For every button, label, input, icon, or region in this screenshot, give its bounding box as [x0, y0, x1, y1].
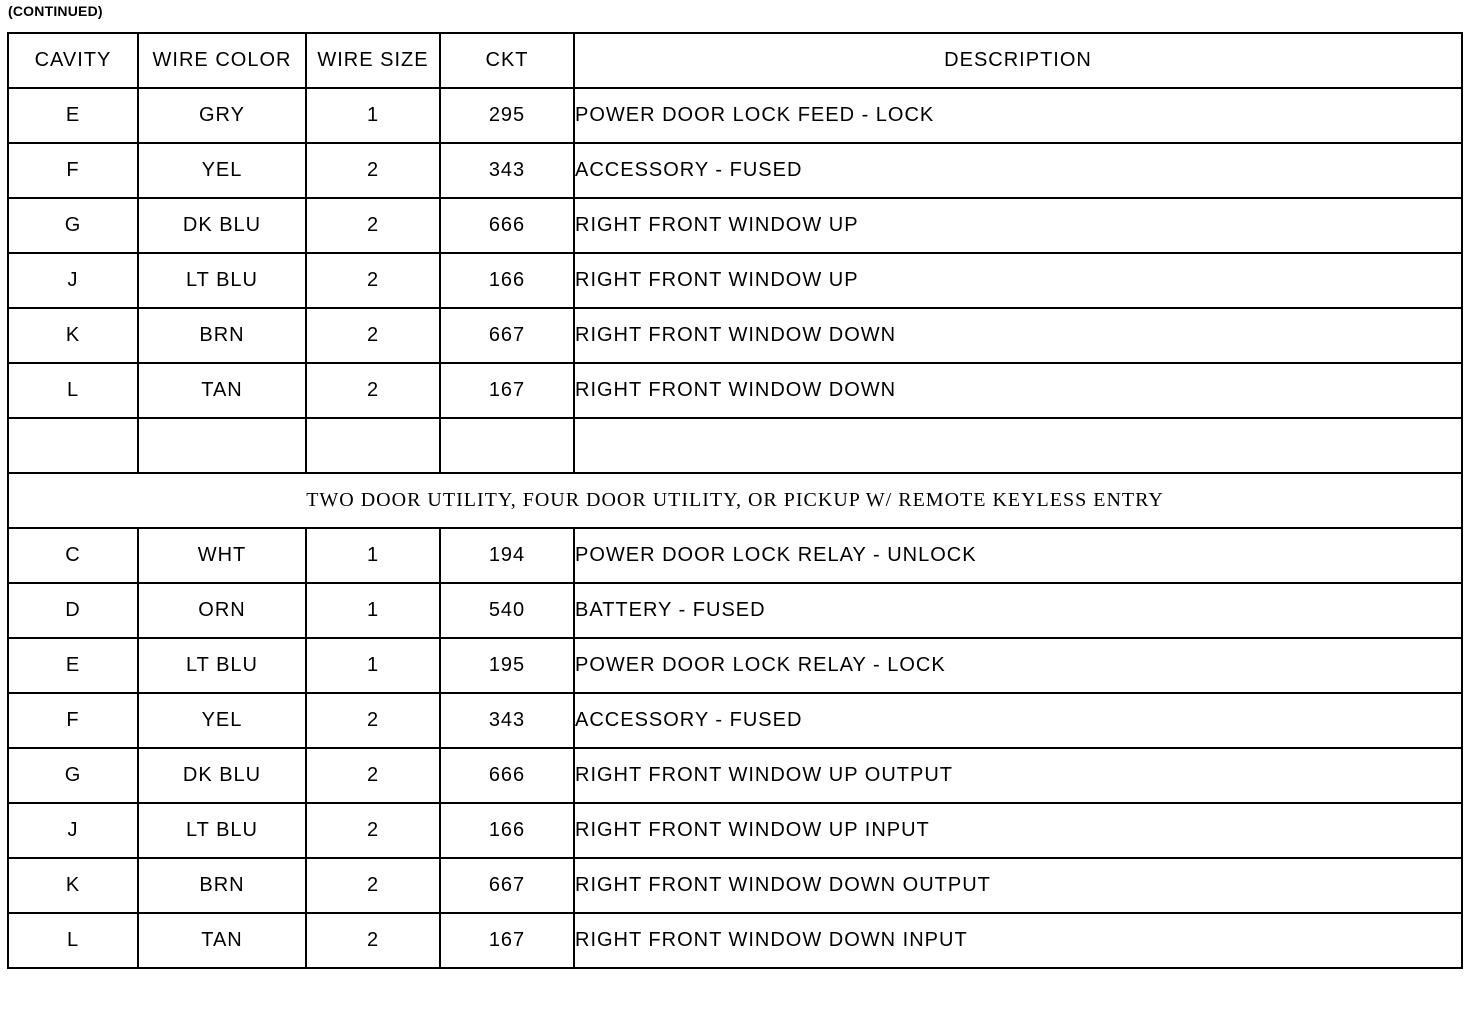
- wire-color-cell: YEL: [138, 143, 306, 198]
- empty-cell: [306, 418, 440, 473]
- description-cell: RIGHT FRONT WINDOW UP INPUT: [574, 803, 1462, 858]
- cavity-cell: G: [8, 748, 138, 803]
- wire-size-cell: 2: [306, 198, 440, 253]
- ckt-cell: 167: [440, 363, 574, 418]
- ckt-cell: 540: [440, 583, 574, 638]
- wire-color-cell: ORN: [138, 583, 306, 638]
- column-header-cavity: CAVITY: [8, 33, 138, 88]
- table-row: [8, 143, 1462, 198]
- description-cell: RIGHT FRONT WINDOW DOWN: [574, 308, 1462, 363]
- cavity-cell: E: [8, 88, 138, 143]
- description-cell: RIGHT FRONT WINDOW UP: [574, 253, 1462, 308]
- cavity-cell: J: [8, 253, 138, 308]
- column-header-wire-size: WIRE SIZE: [306, 33, 440, 88]
- description-cell: RIGHT FRONT WINDOW DOWN: [574, 363, 1462, 418]
- wire-size-cell: 2: [306, 693, 440, 748]
- column-header-description: DESCRIPTION: [574, 33, 1462, 88]
- cavity-cell: F: [8, 143, 138, 198]
- table-row: [8, 253, 1462, 308]
- table-row: [8, 308, 1462, 363]
- ckt-cell: 666: [440, 198, 574, 253]
- wire-size-cell: 1: [306, 88, 440, 143]
- cavity-cell: D: [8, 583, 138, 638]
- wire-size-cell: 1: [306, 638, 440, 693]
- wire-color-cell: YEL: [138, 693, 306, 748]
- empty-cell: [574, 418, 1462, 473]
- wire-size-cell: 1: [306, 583, 440, 638]
- table-row: [8, 363, 1462, 418]
- cavity-cell: K: [8, 858, 138, 913]
- section-title: TWO DOOR UTILITY, FOUR DOOR UTILITY, OR PICKUP W/ REMOTE KEYLESS ENTRY: [8, 473, 1462, 528]
- wire-color-cell: DK BLU: [138, 748, 306, 803]
- ckt-cell: 667: [440, 858, 574, 913]
- ckt-cell: 343: [440, 143, 574, 198]
- description-cell: POWER DOOR LOCK RELAY - LOCK: [574, 638, 1462, 693]
- wire-color-cell: LT BLU: [138, 638, 306, 693]
- ckt-cell: 666: [440, 748, 574, 803]
- ckt-cell: 194: [440, 528, 574, 583]
- table-row: [8, 198, 1462, 253]
- cavity-cell: G: [8, 198, 138, 253]
- cavity-cell: F: [8, 693, 138, 748]
- table-row: [8, 858, 1462, 913]
- section-header-row: [8, 473, 1462, 528]
- table-row: [8, 583, 1462, 638]
- wire-color-cell: BRN: [138, 858, 306, 913]
- wire-color-cell: WHT: [138, 528, 306, 583]
- continued-note: (CONTINUED): [8, 3, 103, 19]
- wire-size-cell: 1: [306, 528, 440, 583]
- description-cell: RIGHT FRONT WINDOW DOWN OUTPUT: [574, 858, 1462, 913]
- connector-wiring-table: [7, 32, 1463, 969]
- cavity-cell: K: [8, 308, 138, 363]
- wire-size-cell: 2: [306, 363, 440, 418]
- description-cell: ACCESSORY - FUSED: [574, 693, 1462, 748]
- wire-size-cell: 2: [306, 748, 440, 803]
- ckt-cell: 343: [440, 693, 574, 748]
- wire-color-cell: DK BLU: [138, 198, 306, 253]
- column-header-wire-color: WIRE COLOR: [138, 33, 306, 88]
- ckt-cell: 195: [440, 638, 574, 693]
- wire-size-cell: 2: [306, 253, 440, 308]
- column-header-ckt: CKT: [440, 33, 574, 88]
- wire-color-cell: TAN: [138, 913, 306, 968]
- description-cell: RIGHT FRONT WINDOW UP: [574, 198, 1462, 253]
- table-row: [8, 638, 1462, 693]
- description-cell: ACCESSORY - FUSED: [574, 143, 1462, 198]
- ckt-cell: 166: [440, 253, 574, 308]
- description-cell: RIGHT FRONT WINDOW DOWN INPUT: [574, 913, 1462, 968]
- ckt-cell: 167: [440, 913, 574, 968]
- wire-color-cell: LT BLU: [138, 803, 306, 858]
- empty-row: [8, 418, 1462, 473]
- table-row: [8, 748, 1462, 803]
- cavity-cell: C: [8, 528, 138, 583]
- wire-size-cell: 2: [306, 858, 440, 913]
- empty-cell: [138, 418, 306, 473]
- table-header-row: [8, 33, 1462, 88]
- table-row: [8, 913, 1462, 968]
- wire-color-cell: TAN: [138, 363, 306, 418]
- empty-cell: [8, 418, 138, 473]
- cavity-cell: E: [8, 638, 138, 693]
- table-row: [8, 803, 1462, 858]
- table-row: [8, 693, 1462, 748]
- table-row: [8, 88, 1462, 143]
- description-cell: POWER DOOR LOCK FEED - LOCK: [574, 88, 1462, 143]
- ckt-cell: 295: [440, 88, 574, 143]
- cavity-cell: J: [8, 803, 138, 858]
- empty-cell: [440, 418, 574, 473]
- wire-size-cell: 2: [306, 913, 440, 968]
- description-cell: RIGHT FRONT WINDOW UP OUTPUT: [574, 748, 1462, 803]
- description-cell: BATTERY - FUSED: [574, 583, 1462, 638]
- wire-color-cell: LT BLU: [138, 253, 306, 308]
- wire-size-cell: 2: [306, 308, 440, 363]
- cavity-cell: L: [8, 913, 138, 968]
- ckt-cell: 667: [440, 308, 574, 363]
- wire-color-cell: GRY: [138, 88, 306, 143]
- table-row: [8, 528, 1462, 583]
- wire-size-cell: 2: [306, 143, 440, 198]
- wire-size-cell: 2: [306, 803, 440, 858]
- wire-color-cell: BRN: [138, 308, 306, 363]
- ckt-cell: 166: [440, 803, 574, 858]
- cavity-cell: L: [8, 363, 138, 418]
- description-cell: POWER DOOR LOCK RELAY - UNLOCK: [574, 528, 1462, 583]
